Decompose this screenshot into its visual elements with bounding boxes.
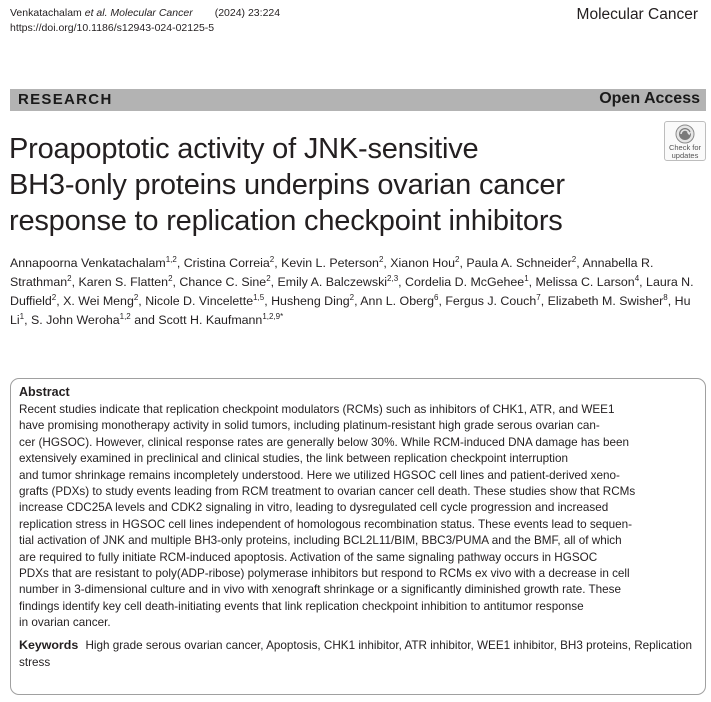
check-updates-icon [675, 124, 695, 144]
author-affiliation: 7 [536, 293, 541, 302]
author-name: Cordelia D. McGehee [405, 275, 525, 289]
author-name: S. John Weroha [31, 313, 120, 327]
author-separator: , [138, 294, 146, 308]
author-separator: , [71, 275, 79, 289]
author[interactable] [360, 294, 438, 308]
author-name: Melissa C. Larson [535, 275, 635, 289]
author-separator: , [56, 294, 64, 308]
abstract-line: have promising monotherapy activity in solid tumors, including platinum-resistant high grade serous ovarian can- [19, 419, 600, 433]
author-affiliation: 2 [571, 255, 577, 264]
first-author: Venkatachalam [10, 7, 82, 19]
author-affiliation: 2 [378, 255, 384, 264]
author-name: Karen S. Flatten [78, 275, 169, 289]
author-affiliation: 6 [434, 293, 439, 302]
abstract-box [10, 378, 706, 695]
article-type-banner [10, 89, 706, 111]
author-separator: , [576, 256, 583, 270]
author-name: Paula A. Schneider [466, 256, 572, 270]
abstract-body [19, 402, 697, 632]
doi-link[interactable]: https://doi.org/10.1186/s12943-024-02125-5 [10, 22, 215, 34]
abstract-line: PDXs that are resistant to poly(ADP-ribose) polymerase inhibitors but respond to RCMs ex vivo with a decrease in cell [19, 567, 630, 581]
author-name: Hu Li [10, 294, 691, 327]
citation-header [10, 6, 280, 36]
author-separator: , [176, 256, 184, 270]
keywords-label: Keywords [19, 637, 79, 652]
abstract-line: Recent studies indicate that replication checkpoint modulators (RCMs) such as inhibitors of CHK1, ATR, and WEE1 [19, 403, 615, 416]
author-separator: , [438, 294, 446, 308]
author-name: Chance C. Sine [179, 275, 267, 289]
author[interactable] [158, 313, 283, 327]
author-separator: , [459, 256, 467, 270]
author-list [10, 254, 700, 330]
author-separator: and [130, 313, 159, 327]
author[interactable] [281, 256, 383, 270]
author[interactable] [10, 256, 177, 270]
article-title [9, 131, 659, 239]
author-separator: , [528, 275, 536, 289]
author-name: Annabella R. Strathman [10, 256, 654, 289]
author[interactable] [278, 275, 399, 289]
author[interactable] [145, 294, 264, 308]
abstract-line: in ovarian cancer. [19, 616, 111, 630]
author-separator: , [398, 275, 406, 289]
abstract-line: extensively examined in preclinical and clinical studies, the link between replication checkpoint interruption [19, 452, 568, 466]
author-name: Elizabeth M. Swisher [547, 294, 664, 308]
author[interactable] [63, 294, 138, 308]
section-label: RESEARCH [18, 91, 113, 108]
author-affiliation: 2 [269, 255, 275, 264]
author-separator: , [383, 256, 391, 270]
author[interactable] [179, 275, 270, 289]
author-affiliation: 2 [455, 255, 460, 264]
keywords [19, 637, 697, 671]
check-updates-line1: Check for [668, 143, 702, 152]
abstract-line: grafts (PDXs) to study events leading from RCM treatment to ovarian cancer cell death. These studies show that RCMs [19, 485, 636, 499]
abstract-line: cer (HGSOC). However, clinical response rates are generally below 30%. While RCM-induced DNA damage has been [19, 435, 629, 449]
title-line: response to replication checkpoint inhibitors [9, 205, 563, 237]
author-separator: , [270, 275, 278, 289]
author-affiliation: 2 [349, 293, 355, 302]
author-name: Scott H. Kaufmann [158, 313, 263, 327]
abstract-line: tial activation of JNK and multiple BH3-only proteins, including BCL2L11/BIM, BBC3/PUMA and the BMF, all of which [19, 534, 622, 548]
author-separator: , [264, 294, 272, 308]
author-affiliation: 2,3 [387, 274, 399, 283]
author-name: Fergus J. Couch [445, 294, 537, 308]
author-affiliation: 4 [634, 274, 640, 283]
author-separator: , [354, 294, 361, 308]
open-access-label: Open Access [599, 90, 700, 107]
author[interactable] [466, 256, 576, 270]
author-affiliation: 2 [168, 274, 173, 283]
author-affiliation: 8 [663, 293, 668, 302]
author-name: Laura N. Duffield [10, 275, 694, 308]
abstract-line: replication stress in HGSOC cell lines independent of homologous recombination status. These events lead to sequen- [19, 517, 633, 531]
author-separator: , [639, 275, 647, 289]
author-name: Kevin L. Peterson [281, 256, 379, 270]
citation-line [10, 6, 280, 21]
abstract-line: number in 3-dimensional culture and in vivo with xenograft shrinkage or a significantly diminished growth rate. These [19, 583, 622, 597]
author-affiliation: 1,5 [253, 293, 265, 302]
author-name: Xianon Hou [390, 256, 456, 270]
author-affiliation: 1,2 [119, 312, 131, 321]
author-affiliation: 2 [266, 274, 271, 283]
author-separator: , [24, 313, 31, 327]
journal-name: Molecular Cancer [576, 6, 698, 23]
author-name: Cristina Correia [183, 256, 270, 270]
author-affiliation: 2 [51, 293, 57, 302]
author[interactable] [445, 294, 540, 308]
keywords-list: High grade serous ovarian cancer, Apoptosis, CHK1 inhibitor, ATR inhibitor, WEE1 inhibitor, BH3 proteins, Replication stress [19, 638, 693, 669]
author-name: Emily A. Balczewski [277, 275, 388, 289]
author[interactable] [31, 313, 131, 327]
abstract-line: increase CDC25A levels and CDK2 signaling in vitro, leading to dysregulated cell cycle progression and increased [19, 501, 609, 515]
abstract-line: findings identify key cell death-initiating events that link replication checkpoint inhibition to antitumor response [19, 599, 584, 613]
author-separator: , [667, 294, 675, 308]
check-updates-line2: updates [671, 151, 699, 160]
author-separator: , [172, 275, 180, 289]
author[interactable] [548, 294, 668, 308]
abstract-line: and tumor shrinkage remains incompletely understood. Here we utilized HGSOC cell lines and patient-derived xeno- [19, 468, 620, 482]
author[interactable] [536, 275, 640, 289]
volume-info: (2024) 23:224 [214, 7, 281, 19]
author-name: Annapoorna Venkatachalam [10, 256, 166, 270]
author[interactable] [184, 256, 275, 270]
author[interactable] [271, 294, 354, 308]
author-affiliation: 1 [19, 312, 25, 321]
author-affiliation: 1,2,9* [262, 312, 284, 321]
check-for-updates-button[interactable] [664, 121, 706, 161]
author-name: Ann L. Oberg [360, 294, 434, 308]
title-line: BH3-only proteins underpins ovarian cancer [9, 169, 565, 201]
author-separator: , [540, 294, 548, 308]
author-name: Husheng Ding [271, 294, 350, 308]
author-name: Nicole D. Vincelette [145, 294, 254, 308]
author-affiliation: 1 [524, 274, 529, 283]
author-affiliation: 1,2 [165, 255, 177, 264]
author[interactable] [405, 275, 529, 289]
author-name: X. Wei Meng [63, 294, 134, 308]
abstract-heading: Abstract [19, 385, 70, 399]
journal-citation: et al. Molecular Cancer [84, 7, 193, 19]
author-affiliation: 2 [67, 274, 72, 283]
title-line: Proapoptotic activity of JNK-sensitive [9, 133, 479, 165]
abstract-line: are required to fully initiate RCM-induced apoptosis. Activation of the same signaling pathway occurs in HGSOC [19, 550, 598, 564]
author[interactable] [390, 256, 459, 270]
author[interactable] [79, 275, 173, 289]
author-separator: , [274, 256, 282, 270]
author-affiliation: 2 [133, 293, 139, 302]
